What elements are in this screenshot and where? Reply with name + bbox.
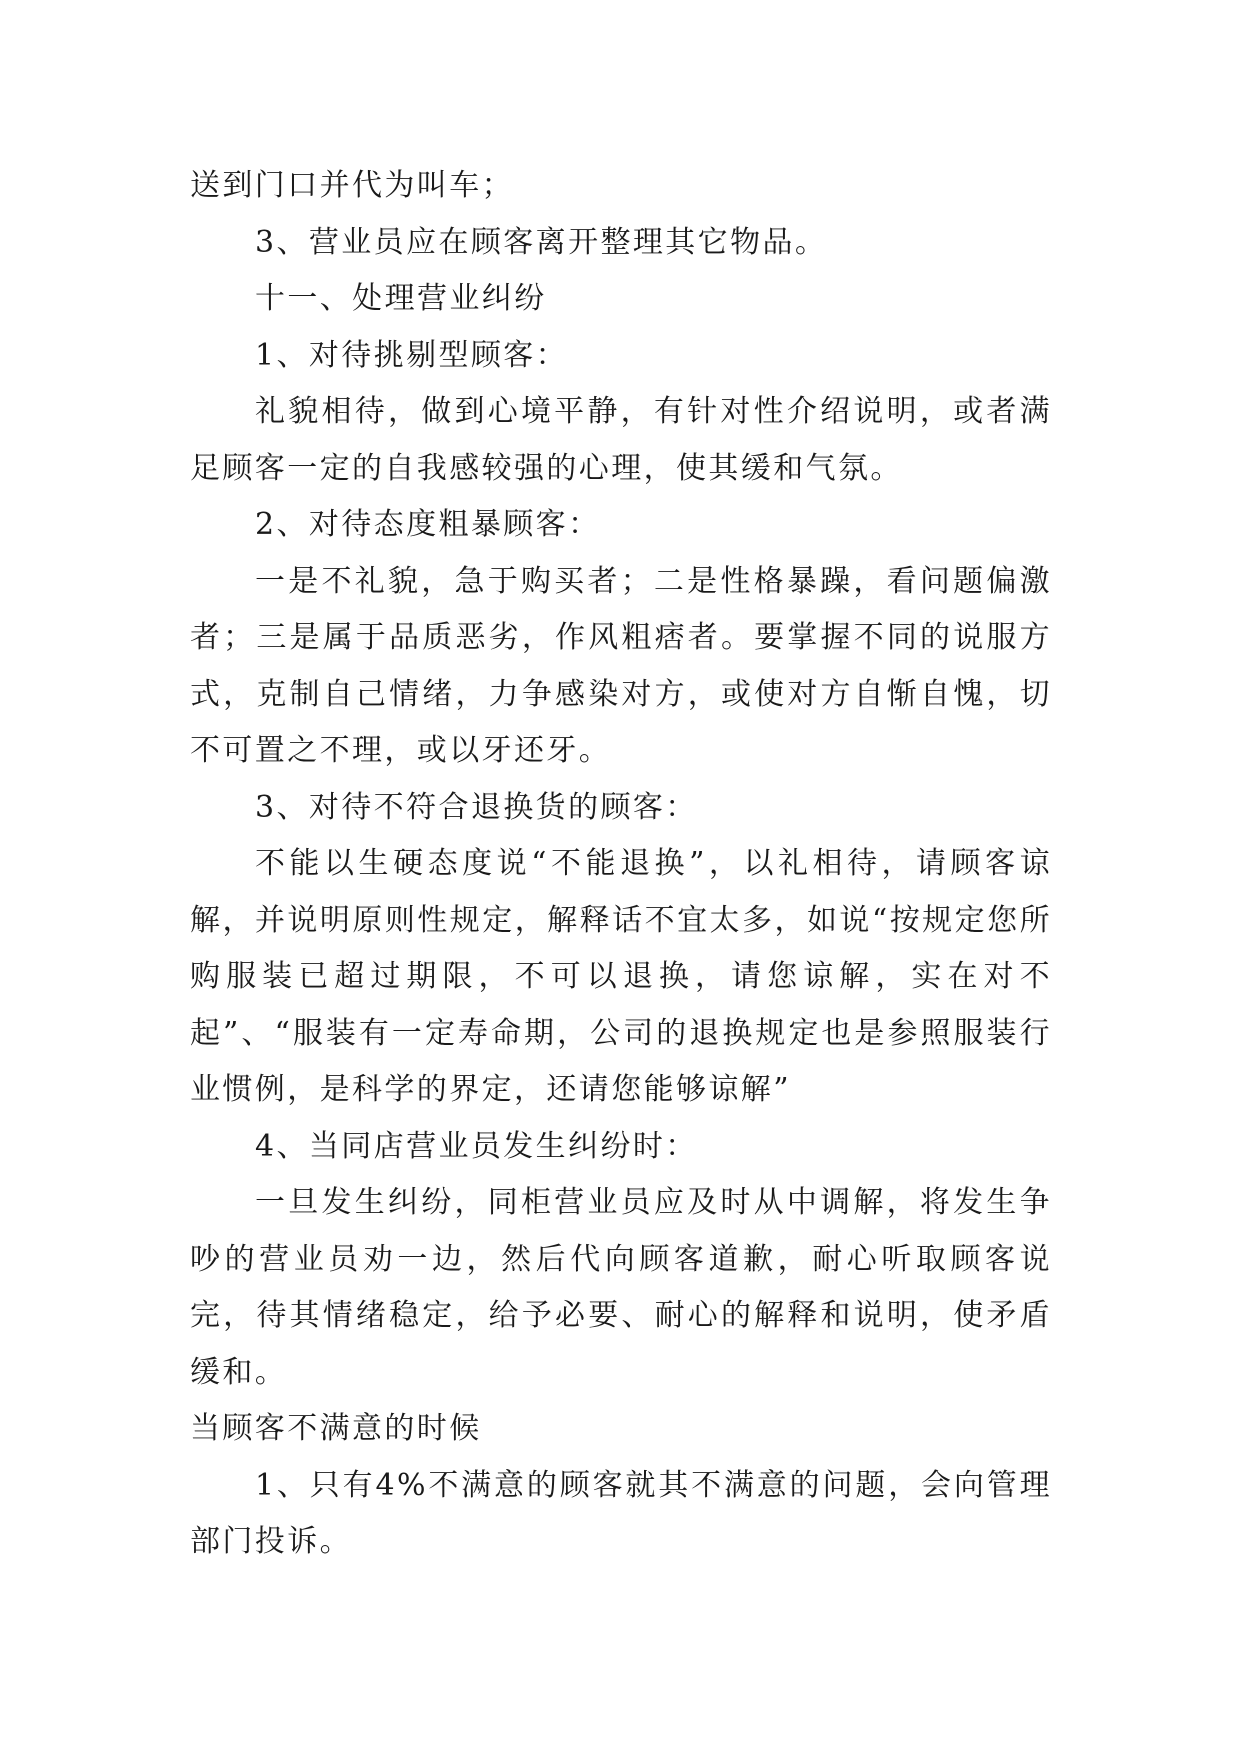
- paragraph-picky-customer: 礼貌相待，做到心境平静，有针对性介绍说明，或者满足顾客一定的自我感较强的心理，使其缓和气氛。: [190, 394, 1052, 486]
- paragraph-continuation: 送到门口并代为叫车；: [190, 168, 514, 203]
- paragraph-rude-customer: 一是不礼貌，急于购买者；二是性格暴躁，看问题偏激者；三是属于品质恶劣，作风粗痞者。要掌握不同的说服方式，克制自己情绪，力争感染对方，或使对方自惭自愧，切不可置之不理，或以牙还牙。: [190, 563, 1052, 768]
- document-page: [190, 158, 1052, 1571]
- paragraph-unsatisfied-heading: 当顾客不满意的时候: [190, 1411, 482, 1446]
- subheading-picky-customer: 1、对待挑剔型顾客：: [255, 337, 569, 373]
- section-heading-11: 十一、处理营业纠纷: [255, 281, 547, 316]
- paragraph-complaint-rate: 1、只有4%不满意的顾客就其不满意的问题，会向管理部门投诉。: [190, 1467, 1052, 1559]
- subheading-return-customer: 3、对待不符合退换货的顾客：: [255, 789, 698, 825]
- subheading-rude-customer: 2、对待态度粗暴顾客：: [255, 507, 601, 542]
- paragraph-return-customer: 不能以生硬态度说“不能退换”，以礼相待，请顾客谅解，并说明原则性规定，解释话不宜太多，如说“按规定您所购服装已超过期限，不可以退换，请您谅解，实在对不起”、“服装有一定寿命期，公司的退换规定也是参照服装行业惯例，是科学的界定，还请您能够谅解”: [190, 846, 1052, 1107]
- paragraph-staff-dispute: 一旦发生纠纷，同柜营业员应及时从中调解，将发生争吵的营业员劝一边，然后代向顾客道歉，耐心听取顾客说完，待其情绪稳定，给予必要、耐心的解释和说明，使矛盾缓和。: [190, 1185, 1052, 1390]
- paragraph-item-3: 3、营业员应在顾客离开整理其它物品。: [255, 224, 828, 260]
- subheading-staff-dispute: 4、当同店营业员发生纠纷时：: [255, 1128, 698, 1164]
